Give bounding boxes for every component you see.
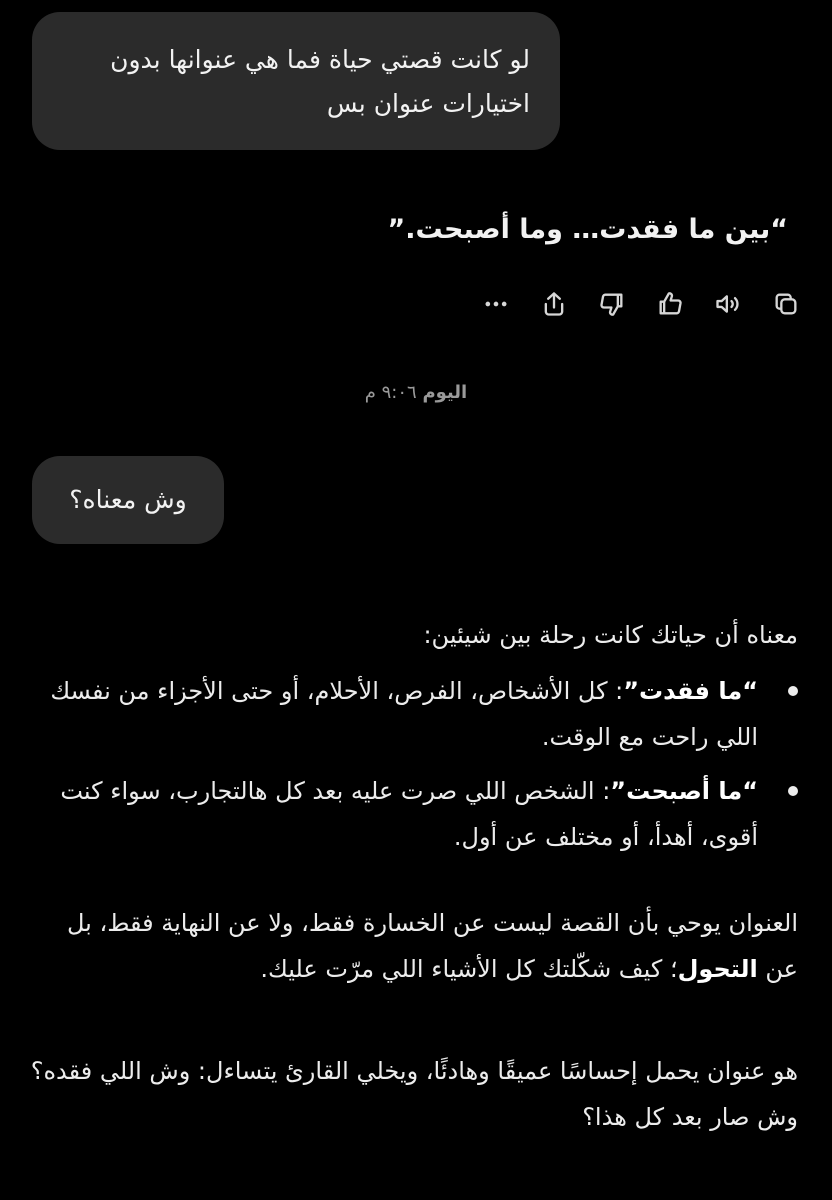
answer-bullet-item bbox=[28, 668, 758, 760]
paragraph-text: ؛ كيف شكّلتك كل الأشياء اللي مرّت عليك. bbox=[260, 955, 678, 983]
bullet-text: : كل الأشخاص، الفرص، الأحلام، أو حتى الأجزاء من نفسك اللي راحت مع الوقت. bbox=[50, 677, 758, 751]
user-message-bubble bbox=[32, 456, 224, 544]
timestamp-day: اليوم bbox=[422, 382, 468, 403]
bullet-term: “ما فقدت” bbox=[623, 677, 758, 705]
assistant-answer-title: “بين ما فقدت… وما أصبحت.” bbox=[387, 214, 788, 245]
answer-intro: معناه أن حياتك كانت رحلة بين شيئين: bbox=[423, 621, 798, 649]
more-options-button[interactable] bbox=[480, 286, 512, 322]
thumbs-up-icon bbox=[656, 290, 684, 318]
answer-paragraph: هو عنوان يحمل إحساسًا عميقًا وهادئًا، ويخلي القارئ يتساءل: وش اللي فقده؟ وش صار بعد كل هذا؟ bbox=[30, 1057, 798, 1131]
answer-paragraph bbox=[28, 900, 798, 992]
more-icon bbox=[482, 290, 510, 318]
user-message-bubble bbox=[32, 12, 560, 150]
thumbs-down-button[interactable] bbox=[596, 286, 628, 322]
message-timestamp bbox=[0, 382, 832, 403]
answer-bullet-item bbox=[28, 768, 758, 860]
message-actions-bar bbox=[480, 286, 802, 322]
paragraph-text: العنوان يوحي بأن القصة ليست عن الخسارة فقط، ولا عن النهاية فقط، بل عن bbox=[66, 909, 798, 983]
paragraph-emphasis: التحول bbox=[677, 955, 758, 983]
assistant-answer bbox=[28, 612, 798, 1140]
bullet-term: “ما أصبحت” bbox=[610, 777, 758, 805]
thumbs-up-button[interactable] bbox=[654, 286, 686, 322]
user-message-line: لو كانت قصتي حياة فما هي عنوانها بدون bbox=[110, 45, 530, 74]
read-aloud-button[interactable] bbox=[712, 286, 744, 322]
share-icon bbox=[540, 290, 568, 318]
user-message-text: وش معناه؟ bbox=[69, 485, 187, 514]
bullet-text: : الشخص اللي صرت عليه بعد كل هالتجارب، سواء كنت أقوى، أهدأ، أو مختلف عن أول. bbox=[60, 777, 758, 851]
thumbs-down-icon bbox=[598, 290, 626, 318]
copy-icon bbox=[772, 290, 800, 318]
share-button[interactable] bbox=[538, 286, 570, 322]
copy-button[interactable] bbox=[770, 286, 802, 322]
speaker-icon bbox=[714, 290, 742, 318]
user-message-line: اختيارات عنوان بس bbox=[326, 89, 530, 118]
answer-bullets bbox=[28, 668, 798, 860]
timestamp-time: ٩:٠٦ م bbox=[364, 382, 417, 403]
